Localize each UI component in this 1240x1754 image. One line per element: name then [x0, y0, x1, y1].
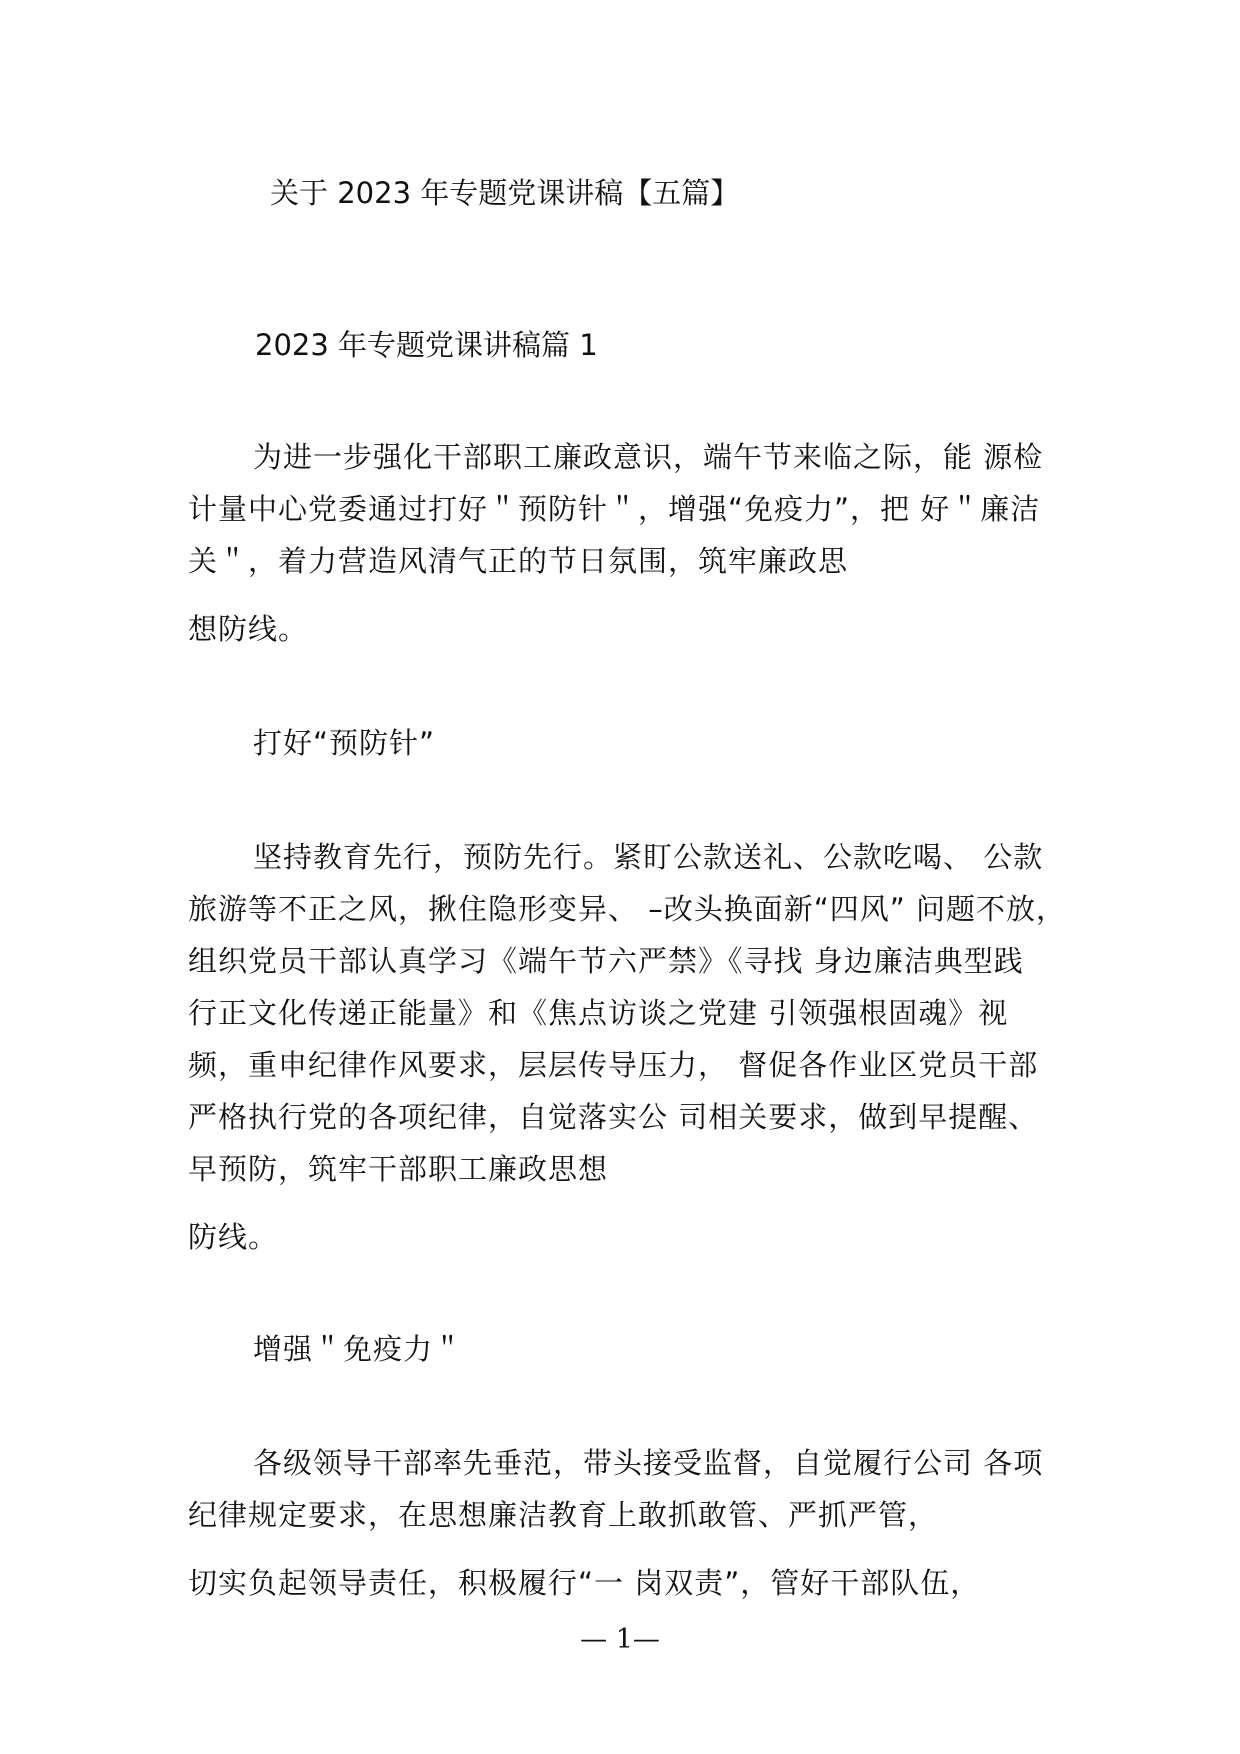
paragraph-line: 防线。 — [188, 1220, 279, 1254]
paragraph-line: 各级领导干部率先垂范，带头接受监督，自觉履行公司 各项 — [253, 1446, 1044, 1480]
paragraph-line: 坚持教育先行，预防先行。紧盯公款送礼、公款吃喝、 公款 — [253, 840, 1044, 874]
paragraph-line: 早预防，筑牢干部职工廉政思想 — [188, 1152, 609, 1186]
paragraph-line: 行正文化传递正能量》和《焦点访谈之党建 引领强根固魂》视 — [188, 996, 1009, 1030]
paragraph-line: 组织党员干部认真学习《端午节六严禁》《寻找 身边廉洁典型践 — [188, 944, 1024, 978]
paragraph-line: 严格执行党的各项纪律，自觉落实公 司相关要求，做到早提醒、 — [188, 1100, 1039, 1134]
paragraph-line: 关＂，着力营造风清气正的节日氛围，筑牢廉政思 — [188, 544, 849, 578]
paragraph-line: 频，重申纪律作风要求，层层传导压力， 督促各作业区党员干部 — [188, 1048, 1039, 1082]
paragraph-line: 为进一步强化干部职工廉政意识，端午节来临之际，能 源检 — [253, 440, 1044, 474]
document-title: 关于 2023 年专题党课讲稿【五篇】 — [270, 176, 740, 210]
paragraph-line: 计量中心党委通过打好＂预防针＂，增强“免疫力”，把 好＂廉洁 — [188, 492, 1041, 526]
document-subtitle: 2023 年专题党课讲稿篇 1 — [255, 328, 598, 362]
paragraph-line: 旅游等不正之风，揪住隐形变异、 –改头换面新“四风” 问题不放， — [188, 892, 1066, 926]
paragraph-line: 想防线。 — [188, 612, 309, 646]
paragraph-line: 切实负起领导责任，积极履行“一 岗双责”，管好干部队伍， — [188, 1566, 981, 1600]
page-number: — 1— — [580, 1624, 660, 1655]
section-heading: 增强＂免疫力＂ — [253, 1332, 464, 1366]
section-heading: 打好“预防针” — [253, 726, 436, 760]
paragraph-line: 纪律规定要求，在思想廉洁教育上敢抓敢管、严抓严管， — [188, 1498, 939, 1532]
